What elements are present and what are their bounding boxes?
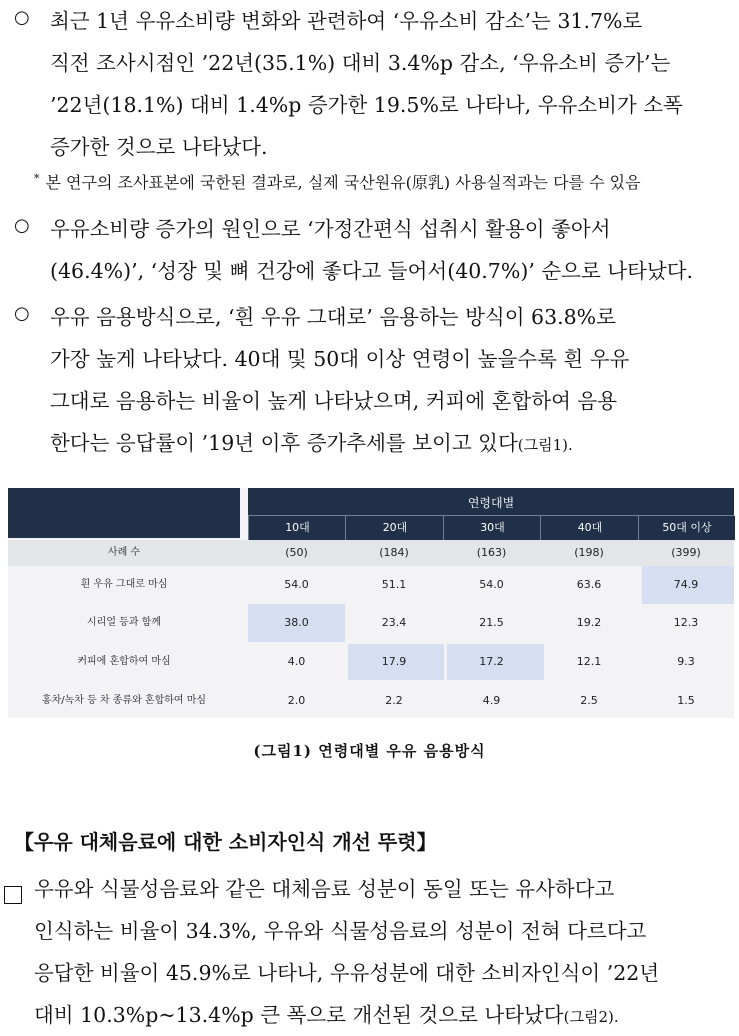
circle-bullet-icon: ○ [14, 7, 30, 28]
footnote-text: 본 연구의 조사표본에 국한된 결과로, 실제 국산원유(原乳) 사용실적과는 다를 수 있음 [45, 173, 641, 192]
row-label: 흰 우유 그대로 마심 [80, 579, 168, 590]
count-cell: (198) [574, 546, 604, 559]
table-cell: 12.1 [576, 655, 602, 668]
table-cell: 17.2 [479, 655, 504, 668]
age-header: 40대 [540, 516, 639, 540]
bullet-1-text [50, 0, 734, 168]
text-line: ’22년(18.1%) 대비 1.4%p 증가한 19.5%로 나타나, 우유소비가 소폭 [50, 93, 683, 117]
table-cell: 54.0 [284, 578, 309, 591]
table-cell: 2.2 [385, 694, 403, 707]
table-cell: 38.0 [284, 616, 309, 629]
text-line: 응답한 비율이 45.9%로 나타나, 우유성분에 대한 소비자인식이 ’22년 [34, 961, 660, 985]
text-line: 우유소비량 증가의 원인으로 ‘가정간편식 섭취시 활용이 좋아서 [50, 217, 611, 241]
table-cell: 23.4 [381, 616, 407, 629]
age-header: 10대 [248, 516, 346, 540]
circle-bullet-icon: ○ [14, 215, 30, 236]
table-cell: 51.1 [381, 578, 407, 591]
section-title: 【우유 대체음료에 대한 소비자인식 개선 뚜렷】 [14, 830, 437, 854]
row-label: 홍차/녹차 등 차 종류와 혼합하여 마심 [41, 695, 207, 706]
table-cell: 9.3 [677, 655, 695, 668]
group-header: 연령대별 [248, 488, 734, 524]
count-cell: (50) [285, 546, 308, 559]
table-cell: 12.3 [673, 616, 699, 629]
count-cell: (184) [379, 546, 409, 559]
table-cell: 74.9 [673, 578, 699, 591]
text-line: (46.4%)’, ‘성장 및 뼈 건강에 좋다고 들어서(40.7%)’ 순으로 나타났다. [50, 259, 694, 283]
row-label: 커피에 혼합하여 마심 [77, 656, 171, 667]
bullet-2-text [50, 208, 734, 292]
bullet-3-text [50, 296, 734, 464]
table-cell: 2.5 [580, 694, 598, 707]
table-cell: 4.0 [287, 655, 306, 668]
text-line [34, 994, 734, 1036]
table-cell: 1.5 [677, 694, 695, 707]
footnote [34, 170, 734, 193]
age-group-table [8, 488, 734, 718]
table-cell: 4.9 [482, 694, 501, 707]
text-line: 우유 음용방식으로, ‘흰 우유 그대로’ 음용하는 방식이 63.8%로 [50, 305, 616, 329]
final-paragraph [34, 868, 734, 1036]
table-cell: 21.5 [479, 616, 504, 629]
text-line: 그대로 음용하는 비율이 높게 나타났으며, 커피에 혼합하여 음용 [50, 389, 618, 413]
table-cell: 2.0 [287, 694, 306, 707]
table-corner [8, 488, 240, 538]
figure-reference: (그림1). [517, 436, 573, 454]
count-label: 사례 수 [107, 547, 141, 558]
row-label: 시리얼 등과 함께 [87, 617, 161, 628]
table-cell: 54.0 [479, 578, 504, 591]
count-cell: (399) [671, 546, 701, 559]
circle-bullet-icon: ○ [14, 303, 30, 324]
age-header: 50대 이상 [638, 516, 735, 540]
count-cell: (163) [476, 546, 507, 559]
text-line-main: 대비 10.3%p~13.4%p 큰 폭으로 개선된 것으로 나타났다 [34, 1003, 564, 1027]
age-header: 20대 [345, 516, 444, 540]
text-line-main: 한다는 응답률이 ’19년 이후 증가추세를 보이고 있다 [50, 431, 518, 455]
figure-reference: (그림2). [563, 1008, 619, 1026]
text-line: 직전 조사시점인 ’22년(35.1%) 대비 3.4%p 감소, ‘우유소비 증가’는 [50, 51, 671, 75]
figure-caption: (그림1) 연령대별 우유 음용방식 [253, 742, 486, 760]
square-bullet-icon [4, 886, 22, 904]
text-line: 인식하는 비율이 34.3%, 우유와 식물성음료의 성분이 전혀 다르다고 [34, 919, 647, 943]
asterisk-icon: * [34, 171, 40, 185]
text-line: 우유와 식물성음료와 같은 대체음료 성분이 동일 또는 유사하다고 [34, 877, 615, 901]
table-cell: 19.2 [576, 616, 602, 629]
age-header: 30대 [443, 516, 541, 540]
text-line [50, 422, 734, 464]
table-cell: 63.6 [576, 578, 602, 591]
text-line: 최근 1년 우유소비량 변화와 관련하여 ‘우유소비 감소’는 31.7%로 [50, 9, 643, 33]
table-cell: 17.9 [381, 655, 407, 668]
text-line: 증가한 것으로 나타났다. [50, 135, 268, 159]
text-line: 가장 높게 나타났다. 40대 및 50대 이상 연령이 높을수록 흰 우유 [50, 347, 630, 371]
